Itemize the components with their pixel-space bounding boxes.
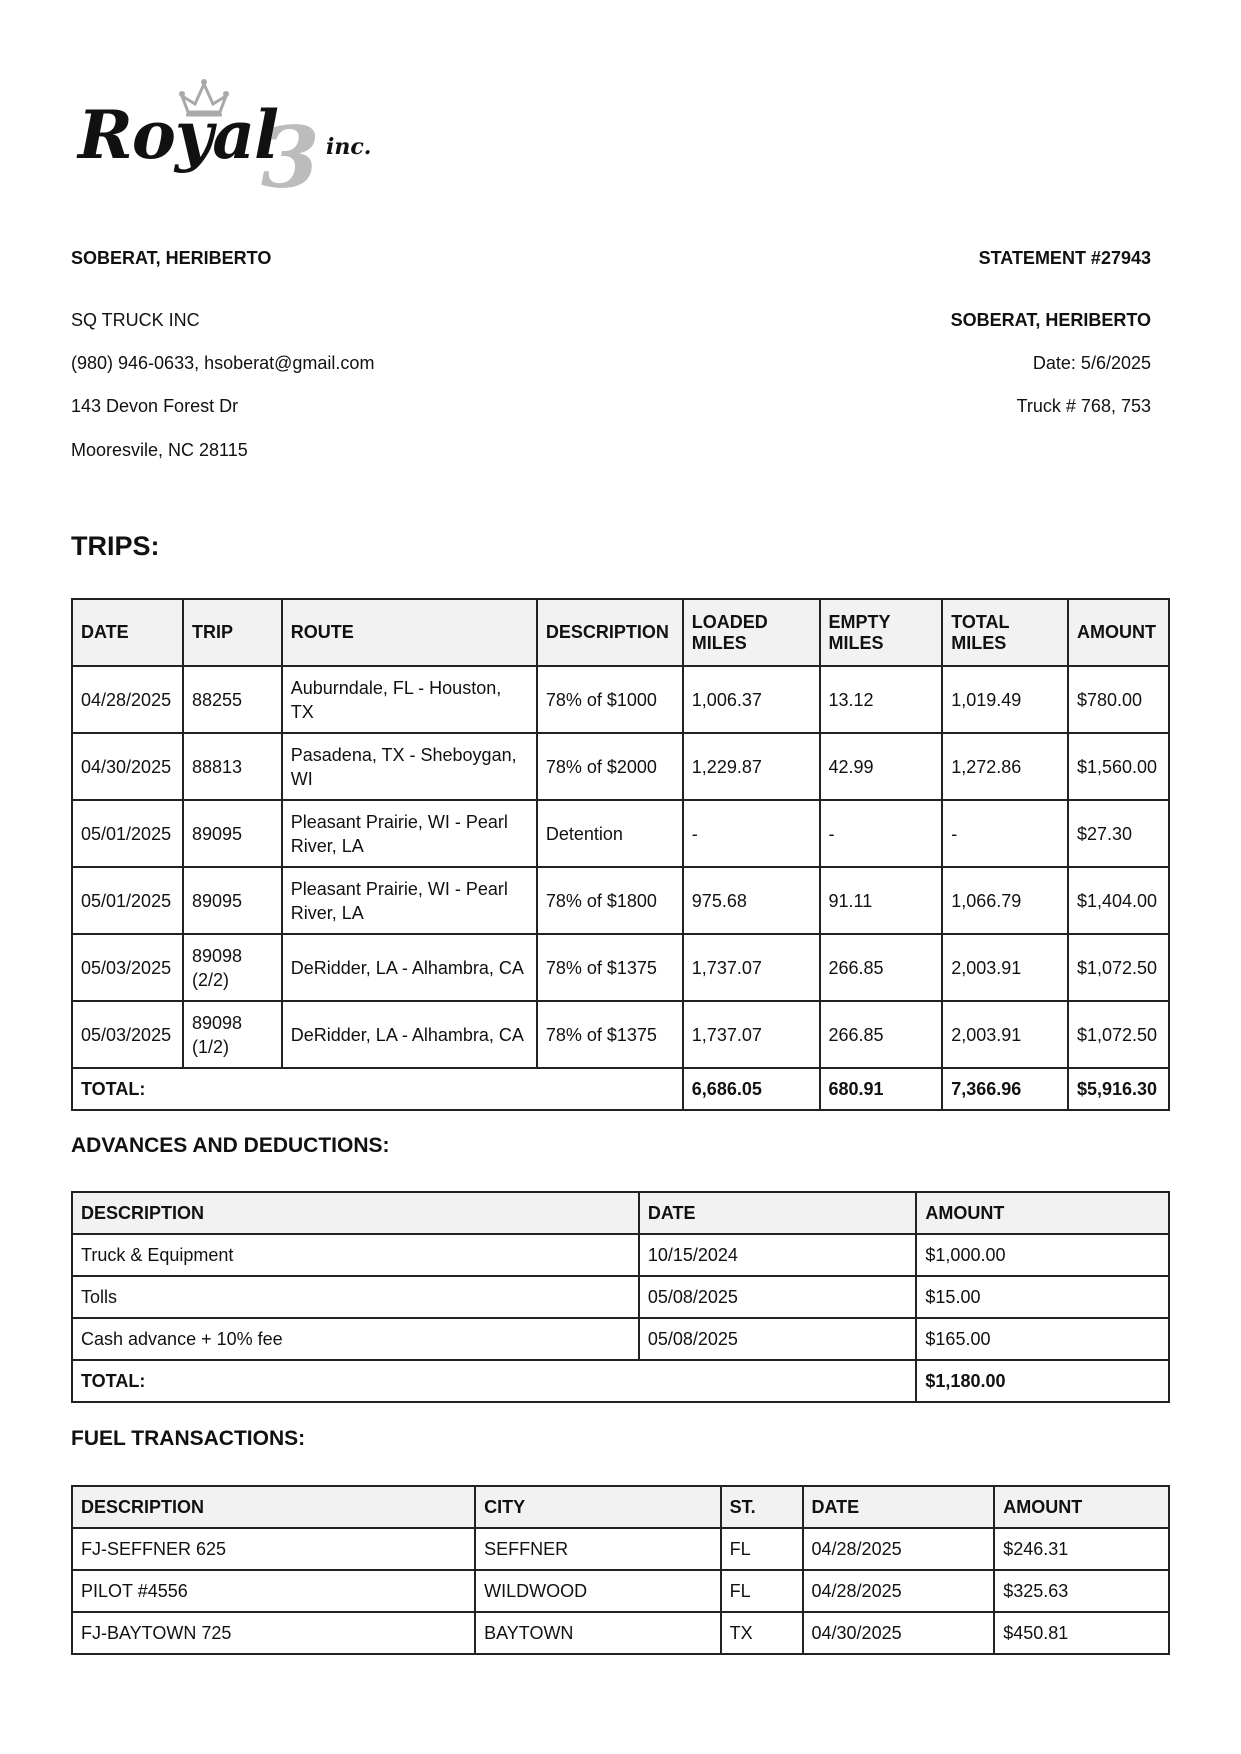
col-amount: AMOUNT <box>1068 599 1169 666</box>
cell-date: 04/28/2025 <box>72 666 183 733</box>
cell-description: Cash advance + 10% fee <box>72 1318 639 1360</box>
cell-description: 78% of $2000 <box>537 733 683 800</box>
driver-address-line2: Mooresvile, NC 28115 <box>71 440 248 460</box>
table-row <box>72 800 1169 867</box>
col-loaded-miles: LOADED MILES <box>683 599 820 666</box>
cell-trip: 88813 <box>183 733 282 800</box>
cell-date: 04/30/2025 <box>72 733 183 800</box>
cell-amount: $1,404.00 <box>1068 867 1169 934</box>
cell-state: FL <box>721 1528 803 1570</box>
cell-trip: 89098 (2/2) <box>183 934 282 1001</box>
col-amount: AMOUNT <box>916 1192 1169 1234</box>
table-row <box>72 1528 1169 1570</box>
total-loaded: 6,686.05 <box>683 1068 820 1110</box>
cell-date: 05/01/2025 <box>72 867 183 934</box>
cell-loaded: 975.68 <box>683 867 820 934</box>
cell-route: Pasadena, TX - Sheboygan, WI <box>282 733 537 800</box>
col-date: DATE <box>803 1486 995 1528</box>
advances-title: ADVANCES AND DEDUCTIONS: <box>71 1134 390 1157</box>
cell-description: 78% of $1000 <box>537 666 683 733</box>
cell-date: 05/03/2025 <box>72 934 183 1001</box>
cell-trip: 89095 <box>183 867 282 934</box>
cell-route: DeRidder, LA - Alhambra, CA <box>282 934 537 1001</box>
total-amount: $1,180.00 <box>916 1360 1169 1402</box>
cell-loaded: 1,006.37 <box>683 666 820 733</box>
col-trip: TRIP <box>183 599 282 666</box>
fuel-header-row <box>72 1486 1169 1528</box>
col-empty-miles: EMPTY MILES <box>820 599 943 666</box>
cell-total: 1,066.79 <box>942 867 1068 934</box>
cell-city: BAYTOWN <box>475 1612 721 1654</box>
cell-loaded: 1,737.07 <box>683 934 820 1001</box>
fuel-table <box>71 1485 1170 1655</box>
cell-total: 2,003.91 <box>942 934 1068 1001</box>
cell-amount: $27.30 <box>1068 800 1169 867</box>
table-row <box>72 1318 1169 1360</box>
logo-inc: inc. <box>326 134 372 160</box>
cell-state: TX <box>721 1612 803 1654</box>
cell-loaded: - <box>683 800 820 867</box>
col-description: DESCRIPTION <box>72 1486 475 1528</box>
company-logo <box>78 78 378 207</box>
table-row <box>72 1276 1169 1318</box>
advances-table <box>71 1191 1170 1403</box>
advances-total-row <box>72 1360 1169 1402</box>
cell-date: 04/28/2025 <box>803 1528 995 1570</box>
total-empty: 680.91 <box>820 1068 943 1110</box>
cell-loaded: 1,229.87 <box>683 733 820 800</box>
cell-amount: $165.00 <box>916 1318 1169 1360</box>
cell-date: 05/03/2025 <box>72 1001 183 1068</box>
col-description: DESCRIPTION <box>72 1192 639 1234</box>
cell-description: Truck & Equipment <box>72 1234 639 1276</box>
cell-description: FJ-SEFFNER 625 <box>72 1528 475 1570</box>
cell-amount: $450.81 <box>994 1612 1169 1654</box>
cell-date: 05/01/2025 <box>72 800 183 867</box>
cell-route: Pleasant Prairie, WI - Pearl River, LA <box>282 867 537 934</box>
statement-truck: Truck # 768, 753 <box>1016 396 1151 416</box>
fuel-title: FUEL TRANSACTIONS: <box>71 1427 306 1450</box>
col-total-miles: TOTAL MILES <box>942 599 1068 666</box>
col-route: ROUTE <box>282 599 537 666</box>
cell-total: 1,019.49 <box>942 666 1068 733</box>
cell-total: 2,003.91 <box>942 1001 1068 1068</box>
cell-trip: 89095 <box>183 800 282 867</box>
cell-amount: $780.00 <box>1068 666 1169 733</box>
total-miles: 7,366.96 <box>942 1068 1068 1110</box>
cell-total: 1,272.86 <box>942 733 1068 800</box>
logo-word: Royal <box>78 96 279 174</box>
cell-total: - <box>942 800 1068 867</box>
cell-state: FL <box>721 1570 803 1612</box>
cell-amount: $1,000.00 <box>916 1234 1169 1276</box>
cell-description: 78% of $1800 <box>537 867 683 934</box>
cell-empty: 266.85 <box>820 934 943 1001</box>
table-row <box>72 666 1169 733</box>
cell-date: 04/28/2025 <box>803 1570 995 1612</box>
cell-date: 05/08/2025 <box>639 1276 917 1318</box>
trips-title: TRIPS: <box>71 531 160 561</box>
trips-total-row <box>72 1068 1169 1110</box>
cell-route: Pleasant Prairie, WI - Pearl River, LA <box>282 800 537 867</box>
table-row <box>72 934 1169 1001</box>
driver-name: SOBERAT, HERIBERTO <box>71 248 272 268</box>
advances-header-row <box>72 1192 1169 1234</box>
table-row <box>72 733 1169 800</box>
cell-route: Auburndale, FL - Houston, TX <box>282 666 537 733</box>
cell-empty: 91.11 <box>820 867 943 934</box>
total-label: TOTAL: <box>72 1068 683 1110</box>
cell-empty: 13.12 <box>820 666 943 733</box>
table-row <box>72 1570 1169 1612</box>
cell-description: Detention <box>537 800 683 867</box>
col-city: CITY <box>475 1486 721 1528</box>
driver-company: SQ TRUCK INC <box>71 310 200 330</box>
col-amount: AMOUNT <box>994 1486 1169 1528</box>
driver-address-line1: 143 Devon Forest Dr <box>71 396 239 416</box>
table-row <box>72 1612 1169 1654</box>
cell-amount: $1,072.50 <box>1068 934 1169 1001</box>
statement-driver-name: SOBERAT, HERIBERTO <box>950 310 1151 330</box>
cell-trip: 88255 <box>183 666 282 733</box>
cell-date: 04/30/2025 <box>803 1612 995 1654</box>
cell-amount: $15.00 <box>916 1276 1169 1318</box>
col-date: DATE <box>639 1192 917 1234</box>
cell-empty: - <box>820 800 943 867</box>
cell-city: WILDWOOD <box>475 1570 721 1612</box>
col-state: ST. <box>721 1486 803 1528</box>
statement-date: Date: 5/6/2025 <box>1032 353 1151 373</box>
total-label: TOTAL: <box>72 1360 916 1402</box>
cell-amount: $1,072.50 <box>1068 1001 1169 1068</box>
cell-amount: $1,560.00 <box>1068 733 1169 800</box>
col-date: DATE <box>72 599 183 666</box>
cell-date: 05/08/2025 <box>639 1318 917 1360</box>
cell-empty: 266.85 <box>820 1001 943 1068</box>
cell-description: Tolls <box>72 1276 639 1318</box>
statement-title: STATEMENT #27943 <box>978 248 1151 268</box>
cell-loaded: 1,737.07 <box>683 1001 820 1068</box>
cell-description: 78% of $1375 <box>537 1001 683 1068</box>
cell-description: FJ-BAYTOWN 725 <box>72 1612 475 1654</box>
table-row <box>72 1234 1169 1276</box>
cell-description: 78% of $1375 <box>537 934 683 1001</box>
cell-description: PILOT #4556 <box>72 1570 475 1612</box>
cell-city: SEFFNER <box>475 1528 721 1570</box>
logo-three: 3 <box>261 108 320 207</box>
total-amount: $5,916.30 <box>1068 1068 1169 1110</box>
cell-date: 10/15/2024 <box>639 1234 917 1276</box>
table-row <box>72 867 1169 934</box>
trips-header-row <box>72 599 1169 666</box>
table-row <box>72 1001 1169 1068</box>
cell-route: DeRidder, LA - Alhambra, CA <box>282 1001 537 1068</box>
cell-trip: 89098 (1/2) <box>183 1001 282 1068</box>
cell-amount: $246.31 <box>994 1528 1169 1570</box>
cell-amount: $325.63 <box>994 1570 1169 1612</box>
trips-table <box>71 598 1170 1111</box>
col-description: DESCRIPTION <box>537 599 683 666</box>
driver-contact: (980) 946-0633, hsoberat@gmail.com <box>71 353 375 373</box>
cell-empty: 42.99 <box>820 733 943 800</box>
